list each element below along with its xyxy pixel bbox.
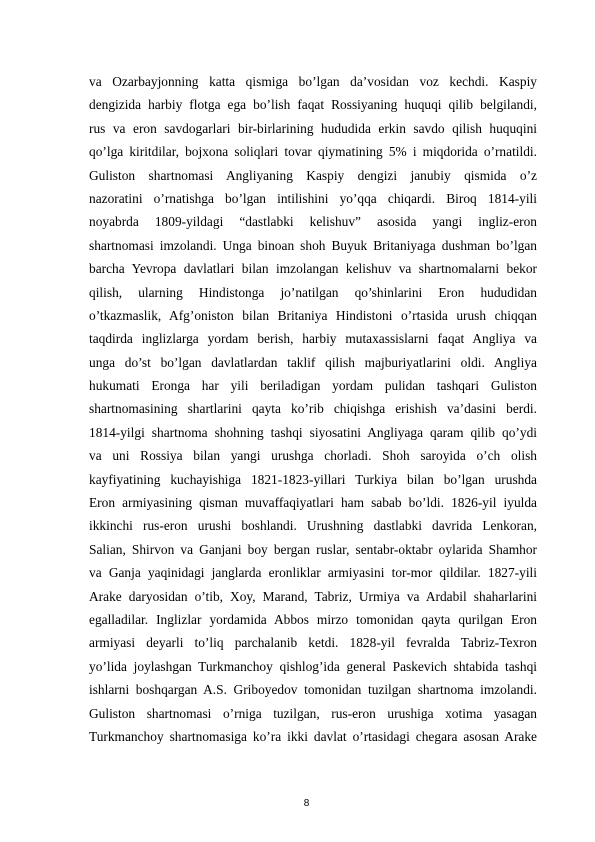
text-line: kayfiyatining kuchayishiga 1821-1823-yillari Turkiya bilan bo’lgan urushda [89, 471, 537, 487]
text-line: dengizida harbiy flotga ega bo’lish faqat Rossiyaning huquqi qilib belgilandi, [89, 97, 537, 113]
text-line: rus va eron savdogarlari bir-birlarining hududida erkin savdo qilish huquqini [89, 120, 537, 136]
text-line: Guliston shartnomasi o’rniga tuzilgan, rus-eron urushiga xotima yasagan [89, 705, 537, 721]
text-line: Arake daryosidan o’tib, Xoy, Marand, Tabriz, Urmiya va Ardabil shaharlarini [89, 588, 537, 604]
text-line: armiyasi deyarli to’liq parchalanib ketdi. 1828-yil fevralda Tabriz-Texron [89, 635, 537, 651]
text-line: hukumati Eronga har yili beriladigan yordam pulidan tashqari Guliston [89, 378, 537, 394]
text-line: barcha Yevropa davlatlari bilan imzolangan kelishuv va shartnomalarni bekor [89, 261, 537, 277]
text-line: Turkmanchoy shartnomasiga ko’ra ikki davlat o’rtasidagi chegara asosan Arake [89, 728, 537, 744]
text-line: yo’lida joylashgan Turkmanchoy qishlog’ida general Paskevich shtabida tashqi [89, 658, 537, 674]
text-line: taqdirda inglizlarga yordam berish, harbiy mutaxassislarni faqat Angliya va [89, 331, 537, 347]
text-line: shartnomasining shartlarini qayta ko’rib chiqishga erishish va’dasini berdi. [89, 401, 537, 417]
text-line: unga do’st bo’lgan davlatlardan taklif qilish majburiyatlarini oldi. Angliya [89, 354, 537, 370]
body-text [89, 70, 537, 748]
text-line: o’tkazmaslik, Afg’oniston bilan Britaniya Hindistoni o’rtasida urush chiqqan [89, 307, 537, 323]
page-number: 8 [303, 798, 310, 809]
text-line: Guliston shartnomasi Angliyaning Kaspiy dengizi janubiy qismida o’z [89, 167, 537, 183]
text-line: qilish, ularning Hindistonga jo’natilgan qo’shinlarini Eron hududidan [89, 284, 537, 300]
text-line: qo’lga kiritdilar, bojxona soliqlari tovar qiymatining 5% i miqdorida o’rnatildi. [89, 144, 537, 160]
text-line: va Ganja yaqinidagi janglarda eronliklar armiyasini tor-mor qildilar. 1827-yili [89, 565, 537, 581]
text-line: noyabrda 1809-yildagi “dastlabki kelishuv” asosida yangi ingliz-eron [89, 214, 537, 230]
text-line: nazoratini o’rnatishga bo’lgan intilishini yo’qqa chiqardi. Biroq 1814-yili [89, 190, 537, 206]
text-line: shartnomasi imzolandi. Unga binoan shoh Buyuk Britaniyaga dushman bo’lgan [89, 237, 537, 253]
text-line: ishlarni boshqargan A.S. Griboyedov tomonidan tuzilgan shartnoma imzolandi. [89, 682, 537, 698]
text-line: Eron armiyasining qisman muvaffaqiyatlari ham sabab bo’ldi. 1826-yil iyulda [89, 495, 537, 511]
text-line: Salian, Shirvon va Ganjani boy bergan ruslar, sentabr-oktabr oylarida Shamhor [89, 541, 537, 557]
text-line: va Ozarbayjonning katta qismiga bo’lgan da’vosidan voz kechdi. Kaspiy [89, 74, 537, 89]
text-line: va uni Rossiya bilan yangi urushga chorladi. Shoh saroyida o’ch olish [89, 448, 537, 464]
text-line: egalladilar. Inglizlar yordamida Abbos mirzo tomonidan qayta qurilgan Eron [89, 611, 537, 627]
text-line: ikkinchi rus-eron urushi boshlandi. Urushning dastlabki davrida Lenkoran, [89, 518, 537, 534]
text-line: 1814-yilgi shartnoma shohning tashqi siyosatini Angliyaga qaram qilib qo’ydi [89, 424, 537, 440]
